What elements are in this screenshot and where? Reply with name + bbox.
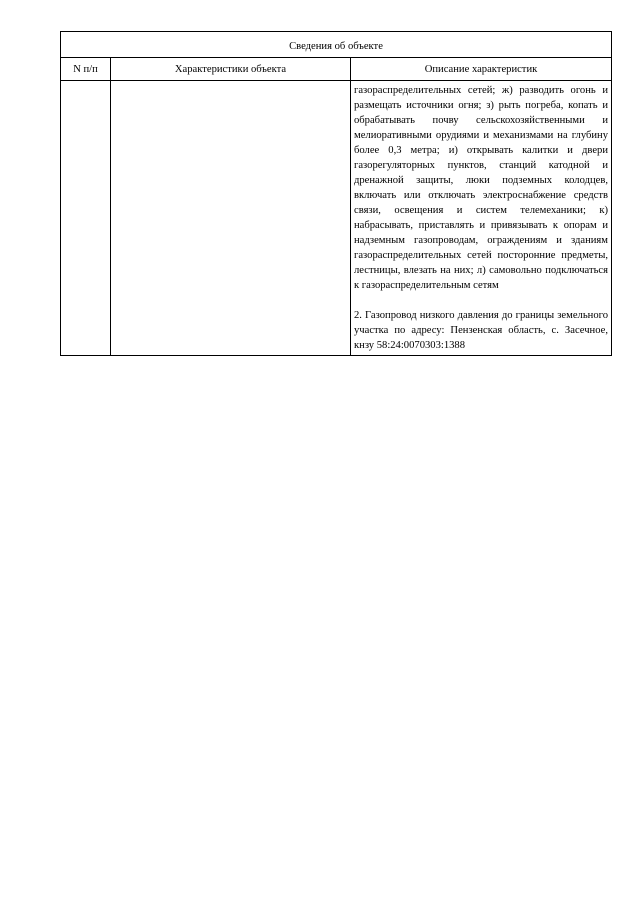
- cell-description: [351, 81, 612, 356]
- table-header-row: [61, 58, 612, 81]
- description-paragraph-restrictions: газораспределительных сетей; ж) разводить огонь и размещать источники огня; з) рыть погреба, копать и обрабатывать почву сельскохозяйственными и мелиоративными орудиями и механизмами на глубину более 0,3 метра; и) открывать калитки и двери газорегуляторных пунктов, станций катодной и дренажной защиты, люки подземных колодцев, включать или отключать электроснабжение средств связи, освещения и систем телемеханики; к) набрасывать, приставлять и привязывать к опорам и надземным газопроводам, ограждениям и зданиям газораспределительных сетей посторонние предметы, лестницы, влезать на них; л) самовольно подключаться к газораспределительным сетям: [354, 85, 608, 291]
- cell-characteristics: [111, 81, 351, 356]
- description-paragraph-pipeline: 2. Газопровод низкого давления до границы земельного участка по адресу: Пензенская область, с. Засечное, кнзу 58:24:0070303:1388: [354, 310, 608, 351]
- cell-num: [61, 81, 111, 356]
- header-description: Описание характеристик: [351, 58, 612, 81]
- header-num: N п/п: [61, 58, 111, 81]
- table-title-row: [61, 32, 612, 58]
- paragraph-gap: [354, 293, 608, 308]
- table-row: [61, 81, 612, 356]
- table-title: Сведения об объекте: [61, 32, 612, 58]
- object-info-table: [60, 31, 612, 356]
- header-characteristics: Характеристики объекта: [111, 58, 351, 81]
